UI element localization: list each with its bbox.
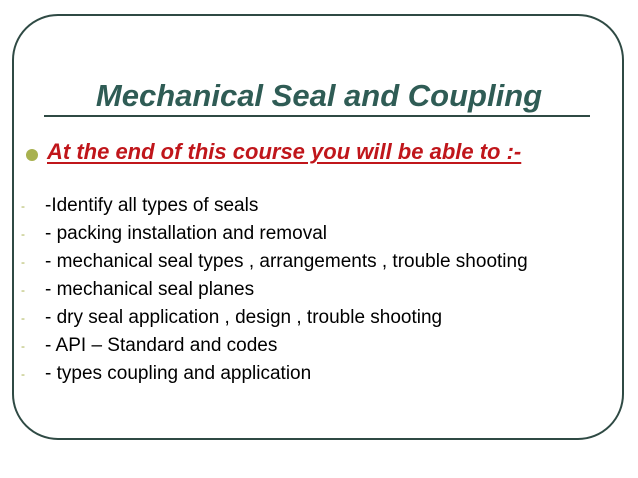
dash-bullet-icon: - xyxy=(21,311,25,325)
list-item xyxy=(0,307,638,335)
list-item-text: - types coupling and application xyxy=(45,363,312,384)
dash-bullet-icon: - xyxy=(21,367,25,381)
dash-bullet-icon: - xyxy=(21,283,25,297)
list-item xyxy=(0,223,638,251)
list-item-text: - mechanical seal types , arrangements , trouble shooting xyxy=(45,251,528,272)
slide-title: Mechanical Seal and Coupling xyxy=(95,78,543,113)
list-item-text: - API – Standard and codes xyxy=(45,335,278,356)
slide-subtitle: At the end of this course you will be able to :- xyxy=(47,139,522,164)
list-item xyxy=(0,195,638,223)
list-item-text: -Identify all types of seals xyxy=(45,195,259,216)
list-item xyxy=(0,279,638,307)
objective-list xyxy=(0,195,638,391)
title-divider xyxy=(44,115,590,117)
dash-bullet-icon: - xyxy=(21,255,25,269)
list-item-text: - mechanical seal planes xyxy=(45,279,255,300)
list-item xyxy=(0,251,638,279)
list-item xyxy=(0,335,638,363)
list-item-text: - dry seal application , design , trouble shooting xyxy=(45,307,443,328)
dash-bullet-icon: - xyxy=(21,227,25,241)
list-item xyxy=(0,363,638,391)
bullet-dot-icon xyxy=(26,149,38,161)
list-item-text: - packing installation and removal xyxy=(45,223,327,244)
dash-bullet-icon: - xyxy=(21,339,25,353)
dash-bullet-icon: - xyxy=(21,199,25,213)
